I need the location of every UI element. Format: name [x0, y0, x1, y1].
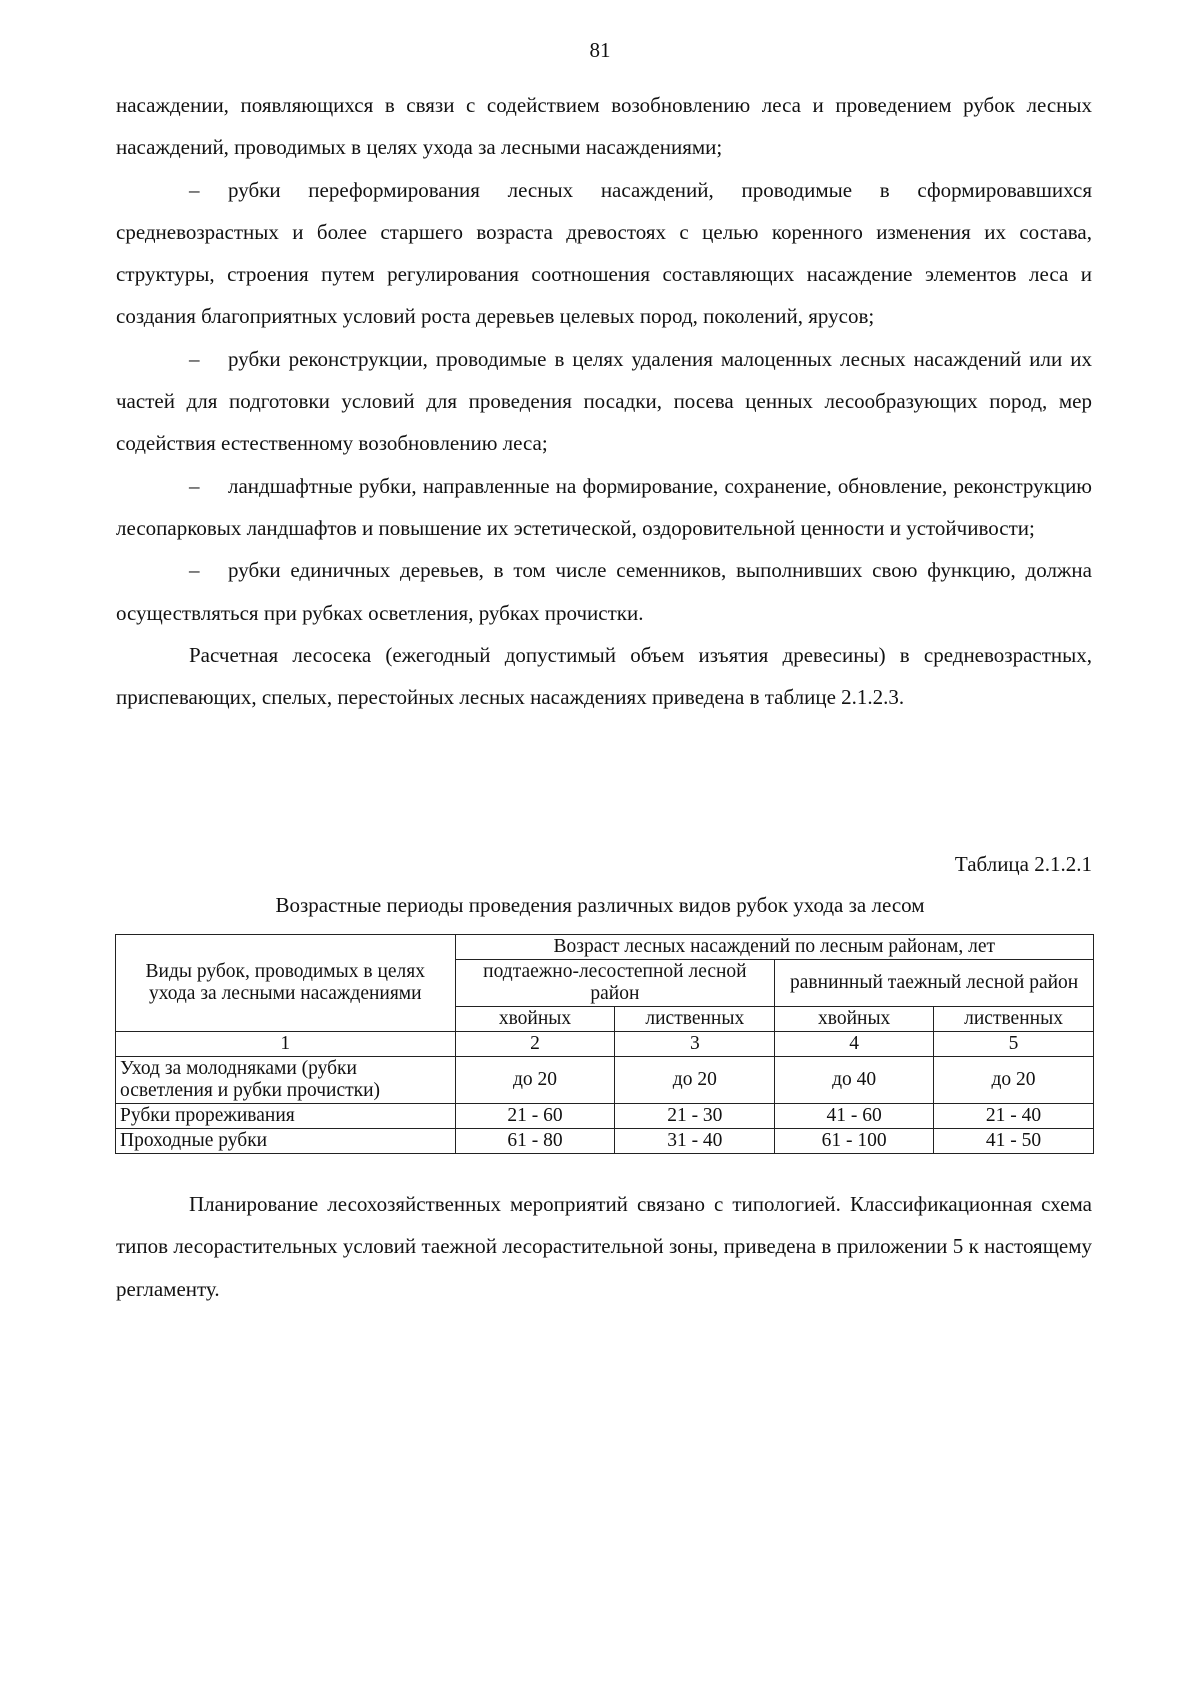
paragraph-text: Расчетная лесосека (ежегодный допустимый объем изъятия древесины) в средневозрастных, приспевающих, спелых, перестойных лесных насаждениях приведена в таблице 2.1.2.3. — [116, 642, 1092, 710]
dash-marker: – — [189, 473, 200, 498]
table-header-row — [116, 935, 1094, 960]
bullet-text: рубки реконструкции, проводимые в целях удаления малоценных лесных насаждений или их частей для подготовки условий для проведения посадки, посева ценных лесообразующих пород, мер содействия естественному возобновлению леса; — [116, 346, 1092, 456]
header-cell-region: равнинный таежный лесной район — [775, 960, 1094, 1007]
table-number: Таблица 2.1.2.1 — [954, 852, 1092, 876]
row-label-cell: Проходные рубки — [116, 1129, 456, 1154]
dash-marker: – — [189, 177, 200, 202]
table-row — [116, 1104, 1094, 1129]
header-cell-cut-types: Виды рубок, проводимых в целях ухода за лесными насаждениями — [116, 935, 456, 1032]
bullet-item — [116, 465, 1092, 550]
header-cell-species: лиственных — [615, 1007, 775, 1032]
table-cell: 61 - 100 — [775, 1129, 934, 1154]
paragraph-text: Планирование лесохозяйственных мероприятий связано с типологией. Классификационная схема типов лесорастительных условий таежной лесорастительной зоны, приведена в приложении 5 к настоящему регламенту. — [116, 1192, 1092, 1301]
header-cell-region: подтаежно-лесостепной лесной район — [455, 960, 775, 1007]
page-number: 81 — [589, 38, 611, 62]
table-cell: 41 - 50 — [934, 1129, 1094, 1154]
table-cell: до 40 — [775, 1057, 934, 1104]
column-number-cell: 4 — [775, 1032, 934, 1057]
header-cell-age-group: Возраст лесных насаждений по лесным районам, лет — [455, 935, 1093, 960]
after-table-text — [116, 1183, 1092, 1310]
table-cell: 31 - 40 — [615, 1129, 775, 1154]
bullet-item — [116, 338, 1092, 465]
row-label-cell: Рубки прореживания — [116, 1104, 456, 1129]
paragraph — [116, 84, 1092, 169]
bullet-item — [116, 549, 1092, 634]
column-number-row — [116, 1032, 1094, 1057]
table-cell: 21 - 40 — [934, 1104, 1094, 1129]
paragraph-text: насаждении, появляющихся в связи с содействием возобновлению леса и проведением рубок лесных насаждений, проводимых в целях ухода за лесными насаждениями; — [116, 93, 1092, 160]
table-cell: до 20 — [934, 1057, 1094, 1104]
column-number-cell: 5 — [934, 1032, 1094, 1057]
dash-marker: – — [189, 558, 200, 583]
column-number-cell: 3 — [615, 1032, 775, 1057]
paragraph — [116, 1183, 1092, 1310]
dash-marker: – — [189, 346, 200, 371]
header-cell-species: хвойных — [455, 1007, 615, 1032]
header-cell-species: хвойных — [775, 1007, 934, 1032]
column-number-cell: 2 — [455, 1032, 615, 1057]
table-row — [116, 1129, 1094, 1154]
table-cell: до 20 — [615, 1057, 775, 1104]
table-cell: 21 - 60 — [455, 1104, 615, 1129]
bullet-text: рубки переформирования лесных насаждений, проводимые в сформировавшихся средневозрастных и более старшего возраста древостоях с целью коренного изменения их состава, структуры, строения путем регулирования соотношения составляющих насаждение элементов леса и создания благоприятных условий роста деревьев целевых пород, поколений, ярусов; — [116, 177, 1092, 329]
column-number-cell: 1 — [116, 1032, 456, 1057]
table-cell: 21 - 30 — [615, 1104, 775, 1129]
bullet-text: ландшафтные рубки, направленные на формирование, сохранение, обновление, реконструкцию лесопарковых ландшафтов и повышение их эстетической, оздоровительной ценности и устойчивости; — [116, 473, 1092, 540]
table-title: Возрастные периоды проведения различных видов рубок ухода за лесом — [275, 893, 925, 917]
row-label-cell: Уход за молодняками (рубки осветления и рубки прочистки) — [116, 1057, 456, 1104]
table-cell: 61 - 80 — [455, 1129, 615, 1154]
table-row — [116, 1057, 1094, 1104]
age-periods-table — [115, 934, 1094, 1154]
table-cell: до 20 — [455, 1057, 615, 1104]
table-cell: 41 - 60 — [775, 1104, 934, 1129]
bullet-text: рубки единичных деревьев, в том числе семенников, выполнивших свою функцию, должна осуществляться при рубках осветления, рубках прочистки. — [116, 558, 1092, 625]
bullet-item — [116, 169, 1092, 338]
paragraph — [116, 634, 1092, 719]
header-cell-species: лиственных — [934, 1007, 1094, 1032]
body-text — [116, 84, 1092, 718]
